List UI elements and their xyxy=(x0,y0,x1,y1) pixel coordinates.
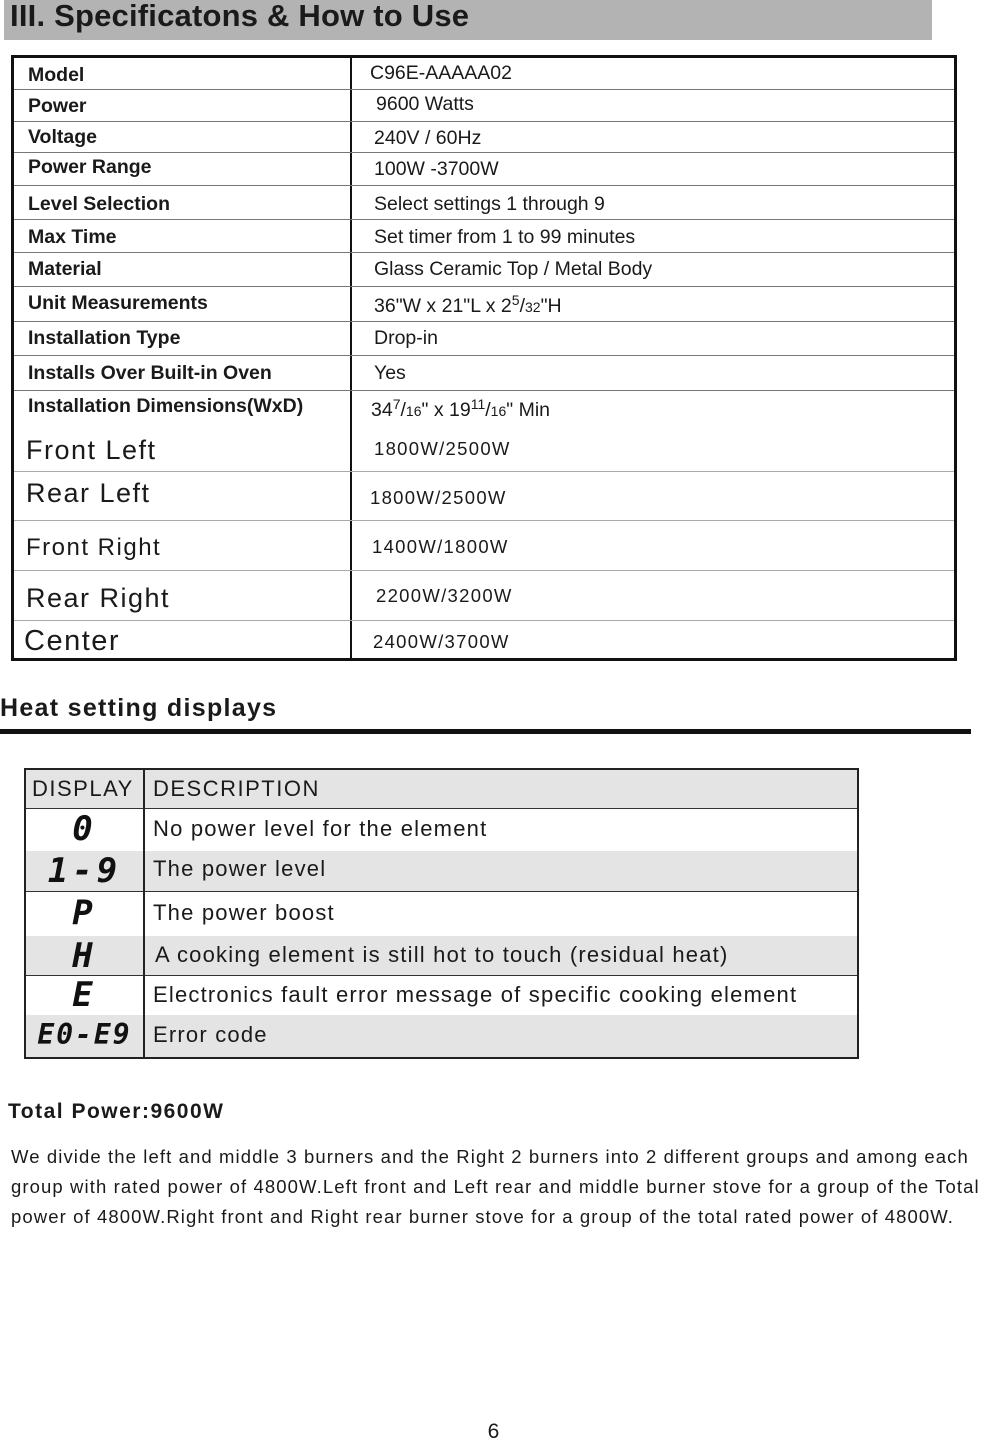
spec-value: Drop-in xyxy=(374,327,438,349)
spec-label: Model xyxy=(28,64,85,86)
burner-value: 2200W/3200W xyxy=(376,585,513,606)
spec-label: Unit Measurements xyxy=(28,292,208,314)
burner-label: Front Left xyxy=(26,435,157,465)
description-column-header: DESCRIPTION xyxy=(153,776,320,801)
spec-value: Yes xyxy=(374,362,406,384)
burner-value: 1800W/2500W xyxy=(370,487,507,508)
spec-row-material xyxy=(14,252,954,287)
spec-label: Power xyxy=(28,95,87,117)
spec-value: 240V / 60Hz xyxy=(374,127,482,149)
burner-label: Front Right xyxy=(26,534,162,561)
spec-value: C96E-AAAAA02 xyxy=(370,62,512,84)
spec-value: 36"W x 21"L x $2^5/32"H$ xyxy=(374,292,562,317)
burner-value: 1800W/2500W xyxy=(374,438,511,459)
display-description: The power boost xyxy=(153,900,335,925)
spec-row-installs-over-oven xyxy=(14,355,954,391)
page-number: 6 xyxy=(487,1420,500,1443)
spec-row-level-selection xyxy=(14,185,954,220)
display-description: No power level for the element xyxy=(153,816,488,841)
total-power-title: Total Power:9600W xyxy=(8,1100,225,1123)
spec-label: Voltage xyxy=(28,126,97,148)
spec-label: Installation Type xyxy=(28,327,181,349)
display-column-header: DISPLAY xyxy=(32,776,134,801)
spec-value: Glass Ceramic Top / Metal Body xyxy=(374,258,653,280)
heat-row-e0-e9 xyxy=(26,1015,857,1057)
heat-section-rule xyxy=(0,729,971,734)
burner-row-front-left xyxy=(14,426,954,472)
display-code: E xyxy=(72,975,97,1015)
spec-label: Material xyxy=(28,258,102,280)
display-code: 1-9 xyxy=(47,851,122,891)
spec-row-model xyxy=(14,58,954,90)
display-code: E0-E9 xyxy=(37,1018,132,1051)
heat-header-row xyxy=(26,770,857,809)
display-code: P xyxy=(72,893,97,933)
burner-row-rear-left xyxy=(14,471,954,521)
spec-value: $34^7/16$" x $19^{11}/16$" Min xyxy=(371,396,551,421)
spec-value: 9600 Watts xyxy=(376,93,474,115)
display-description: Electronics fault error message of specific cooking element xyxy=(153,982,798,1007)
spec-row-installation-type xyxy=(14,321,954,356)
spec-row-power xyxy=(14,89,954,122)
spec-label: Installation Dimensions(WxD) xyxy=(28,395,304,417)
spec-row-unit-measurements xyxy=(14,286,954,322)
heat-section-title: Heat setting displays xyxy=(0,694,278,722)
spec-label: Installs Over Built-in Oven xyxy=(28,362,272,384)
heat-row-0 xyxy=(26,808,857,852)
burner-row-front-right xyxy=(14,520,954,571)
burner-row-center xyxy=(14,620,954,661)
burner-row-rear-right xyxy=(14,570,954,621)
spec-row-voltage xyxy=(14,121,954,153)
total-power-description: We divide the left and middle 3 burners and the Right 2 burners into 2 different groups and among each group with rated power of 4800W.Left front and Left rear and middle burner stove for a group of the Total power of 4800W.Right front and Right rear burner stove for a group of the total rated power of 4800W. xyxy=(11,1146,980,1227)
spec-label: Level Selection xyxy=(28,193,170,215)
display-description: Error code xyxy=(153,1022,268,1047)
heat-row-h xyxy=(26,936,857,976)
spec-value: 100W -3700W xyxy=(374,158,499,180)
spec-value: Set timer from 1 to 99 minutes xyxy=(374,226,636,248)
spec-table xyxy=(11,55,957,661)
burner-label: Rear Left xyxy=(26,478,151,508)
spec-label: Max Time xyxy=(28,226,117,248)
section-header xyxy=(4,0,932,40)
spec-row-power-range xyxy=(14,152,954,186)
burner-value: 2400W/3700W xyxy=(373,631,510,652)
section-title: III. Specificatons & How to Use xyxy=(10,0,470,33)
spec-label: Power Range xyxy=(28,156,152,178)
spec-value: Select settings 1 through 9 xyxy=(374,193,605,215)
spec-row-installation-dimensions xyxy=(14,390,954,426)
heat-column-divider xyxy=(143,770,145,1057)
display-description: The power level xyxy=(153,856,327,881)
burner-label: Rear Right xyxy=(26,583,171,613)
display-code: 0 xyxy=(72,809,97,849)
heat-row-e xyxy=(26,975,857,1016)
heat-table xyxy=(24,768,859,1059)
spec-row-max-time xyxy=(14,219,954,253)
burner-value: 1400W/1800W xyxy=(372,536,509,557)
display-description: A cooking element is still hot to touch (residual heat) xyxy=(155,942,729,967)
display-code: H xyxy=(72,936,97,976)
burner-label: Center xyxy=(24,625,121,657)
heat-row-1-9 xyxy=(26,851,857,892)
heat-row-p xyxy=(26,891,857,937)
